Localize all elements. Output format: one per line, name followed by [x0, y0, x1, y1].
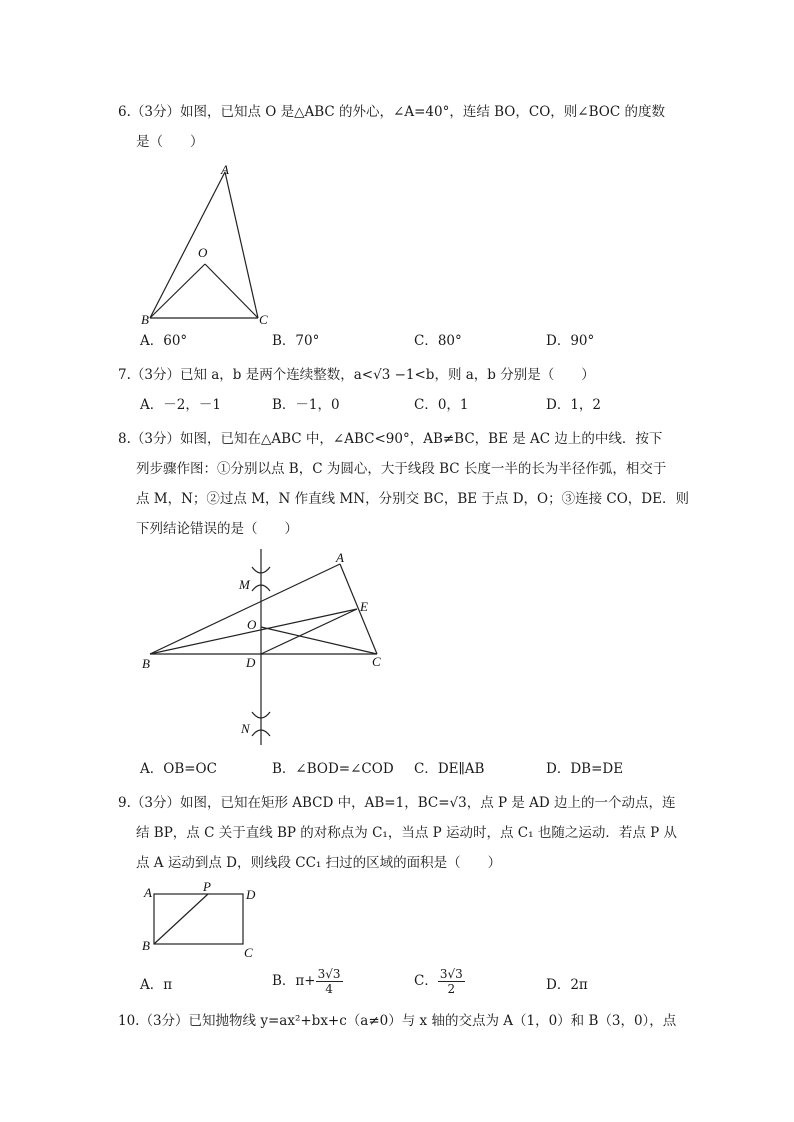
q9-label-p: P	[203, 879, 211, 894]
q6-stem-line1: 6.（3分）如图，已知点 O 是△ABC 的外心，∠A=40°，连结 BO，CO，则∠BOC 的度数	[118, 104, 665, 120]
q6-option-a[interactable]: A．60°	[140, 333, 188, 349]
q10-stem-line1: 10.（3分）已知抛物线 y=ax²+bx+c（a≠0）与 x 轴的交点为 A（1，0）和 B（3，0），点	[118, 1013, 677, 1029]
q9-option-c-fraction	[438, 967, 465, 996]
q7-option-c[interactable]: C．0，1	[414, 397, 469, 413]
q6-label-o: O	[198, 245, 208, 260]
q7-stem-line1: 7.（3分）已知 a，b 是两个连续整数，a<√3 −1<b，则 a，b 分别是（ ）	[118, 367, 595, 383]
q9-label-a: A	[144, 885, 152, 900]
q8-option-d[interactable]: D．DB=DE	[546, 761, 624, 777]
q8-segment-co	[261, 627, 377, 654]
q7-option-d[interactable]: D．1，2	[546, 397, 602, 413]
q8-segment-de	[261, 609, 357, 654]
q6-option-b[interactable]: B．70°	[272, 333, 320, 349]
q6-stem-line2: 是（ ）	[136, 134, 204, 150]
q9-option-c-denominator: 2	[447, 982, 456, 996]
q9-stem-line3: 点 A 运动到点 D，则线段 CC₁ 扫过的区域的面积是（ ）	[136, 855, 502, 871]
q6-option-d[interactable]: D．90°	[546, 333, 595, 349]
q9-stem-line1: 9.（3分）如图，已知在矩形 ABCD 中，AB=1，BC=√3，点 P 是 AD 边上的一个动点，连	[118, 795, 676, 811]
q8-stem-line4: 下列结论错误的是（ ）	[136, 521, 298, 537]
q8-side-ac	[340, 564, 377, 654]
q9-label-c: C	[244, 945, 253, 960]
q7-option-b[interactable]: B．－1，0	[272, 397, 340, 413]
q9-option-b-prefix: B．π+	[272, 973, 316, 989]
q8-stem-line3: 点 M，N；②过点 M，N 作直线 MN，分别交 BC，BE 于点 D，O；③连接 CO，DE．则	[136, 491, 689, 507]
q9-stem-line2: 结 BP，点 C 关于直线 BP 的对称点为 C₁，当点 P 运动时，点 C₁ 也随之运动．若点 P 从	[136, 825, 677, 841]
q9-label-d: D	[246, 887, 256, 902]
q6-segment-oc	[205, 264, 258, 318]
q6-side-ab	[150, 172, 225, 318]
q9-rectangle-figure	[138, 880, 268, 960]
q9-option-b-denominator: 4	[325, 982, 333, 996]
q9-option-c-prefix: C．	[414, 973, 438, 989]
q9-option-b[interactable]	[272, 967, 343, 996]
q8-option-b[interactable]: B．∠BOD=∠COD	[272, 761, 394, 777]
q8-stem-line1: 8.（3分）如图，已知在△ABC 中，∠ABC<90°，AB≠BC，BE 是 AC 边上的中线．按下	[118, 431, 663, 447]
q9-segment-bp	[154, 894, 208, 944]
q9-option-d[interactable]: D．2π	[546, 977, 588, 993]
q9-option-a[interactable]: A．π	[140, 977, 173, 993]
q6-label-b: B	[141, 312, 149, 327]
q9-option-b-fraction	[316, 967, 343, 996]
q6-label-c: C	[259, 312, 268, 327]
q8-construction-figure	[135, 547, 395, 747]
q8-label-e: E	[360, 599, 368, 614]
q6-segment-ob	[150, 264, 205, 318]
q9-option-c-numerator: 3√3	[439, 967, 463, 981]
q8-label-d: D	[246, 655, 256, 670]
q6-side-ac	[225, 172, 258, 318]
q6-option-c[interactable]: C．80°	[414, 333, 462, 349]
q8-option-c[interactable]: C．DE∥AB	[414, 761, 485, 777]
q8-label-o: O	[247, 617, 257, 632]
q8-label-b: B	[142, 656, 150, 671]
q6-label-a: A	[221, 162, 229, 177]
q9-option-c[interactable]	[414, 967, 465, 996]
q6-triangle-figure	[138, 160, 278, 330]
q8-stem-line2: 列步骤作图：①分别以点 B，C 为圆心，大于线段 BC 长度一半的长为半径作弧，相交于	[136, 461, 667, 477]
q8-label-a: A	[336, 550, 344, 565]
q8-label-c: C	[372, 654, 381, 669]
q8-option-a[interactable]: A．OB=OC	[140, 761, 217, 777]
q8-label-m: M	[239, 577, 250, 592]
q9-label-b: B	[142, 938, 150, 953]
q9-rectangle-abcd	[154, 894, 243, 944]
q8-label-n: N	[241, 721, 250, 736]
q7-option-a[interactable]: A．－2，－1	[140, 397, 221, 413]
q9-option-b-numerator: 3√3	[317, 967, 341, 981]
